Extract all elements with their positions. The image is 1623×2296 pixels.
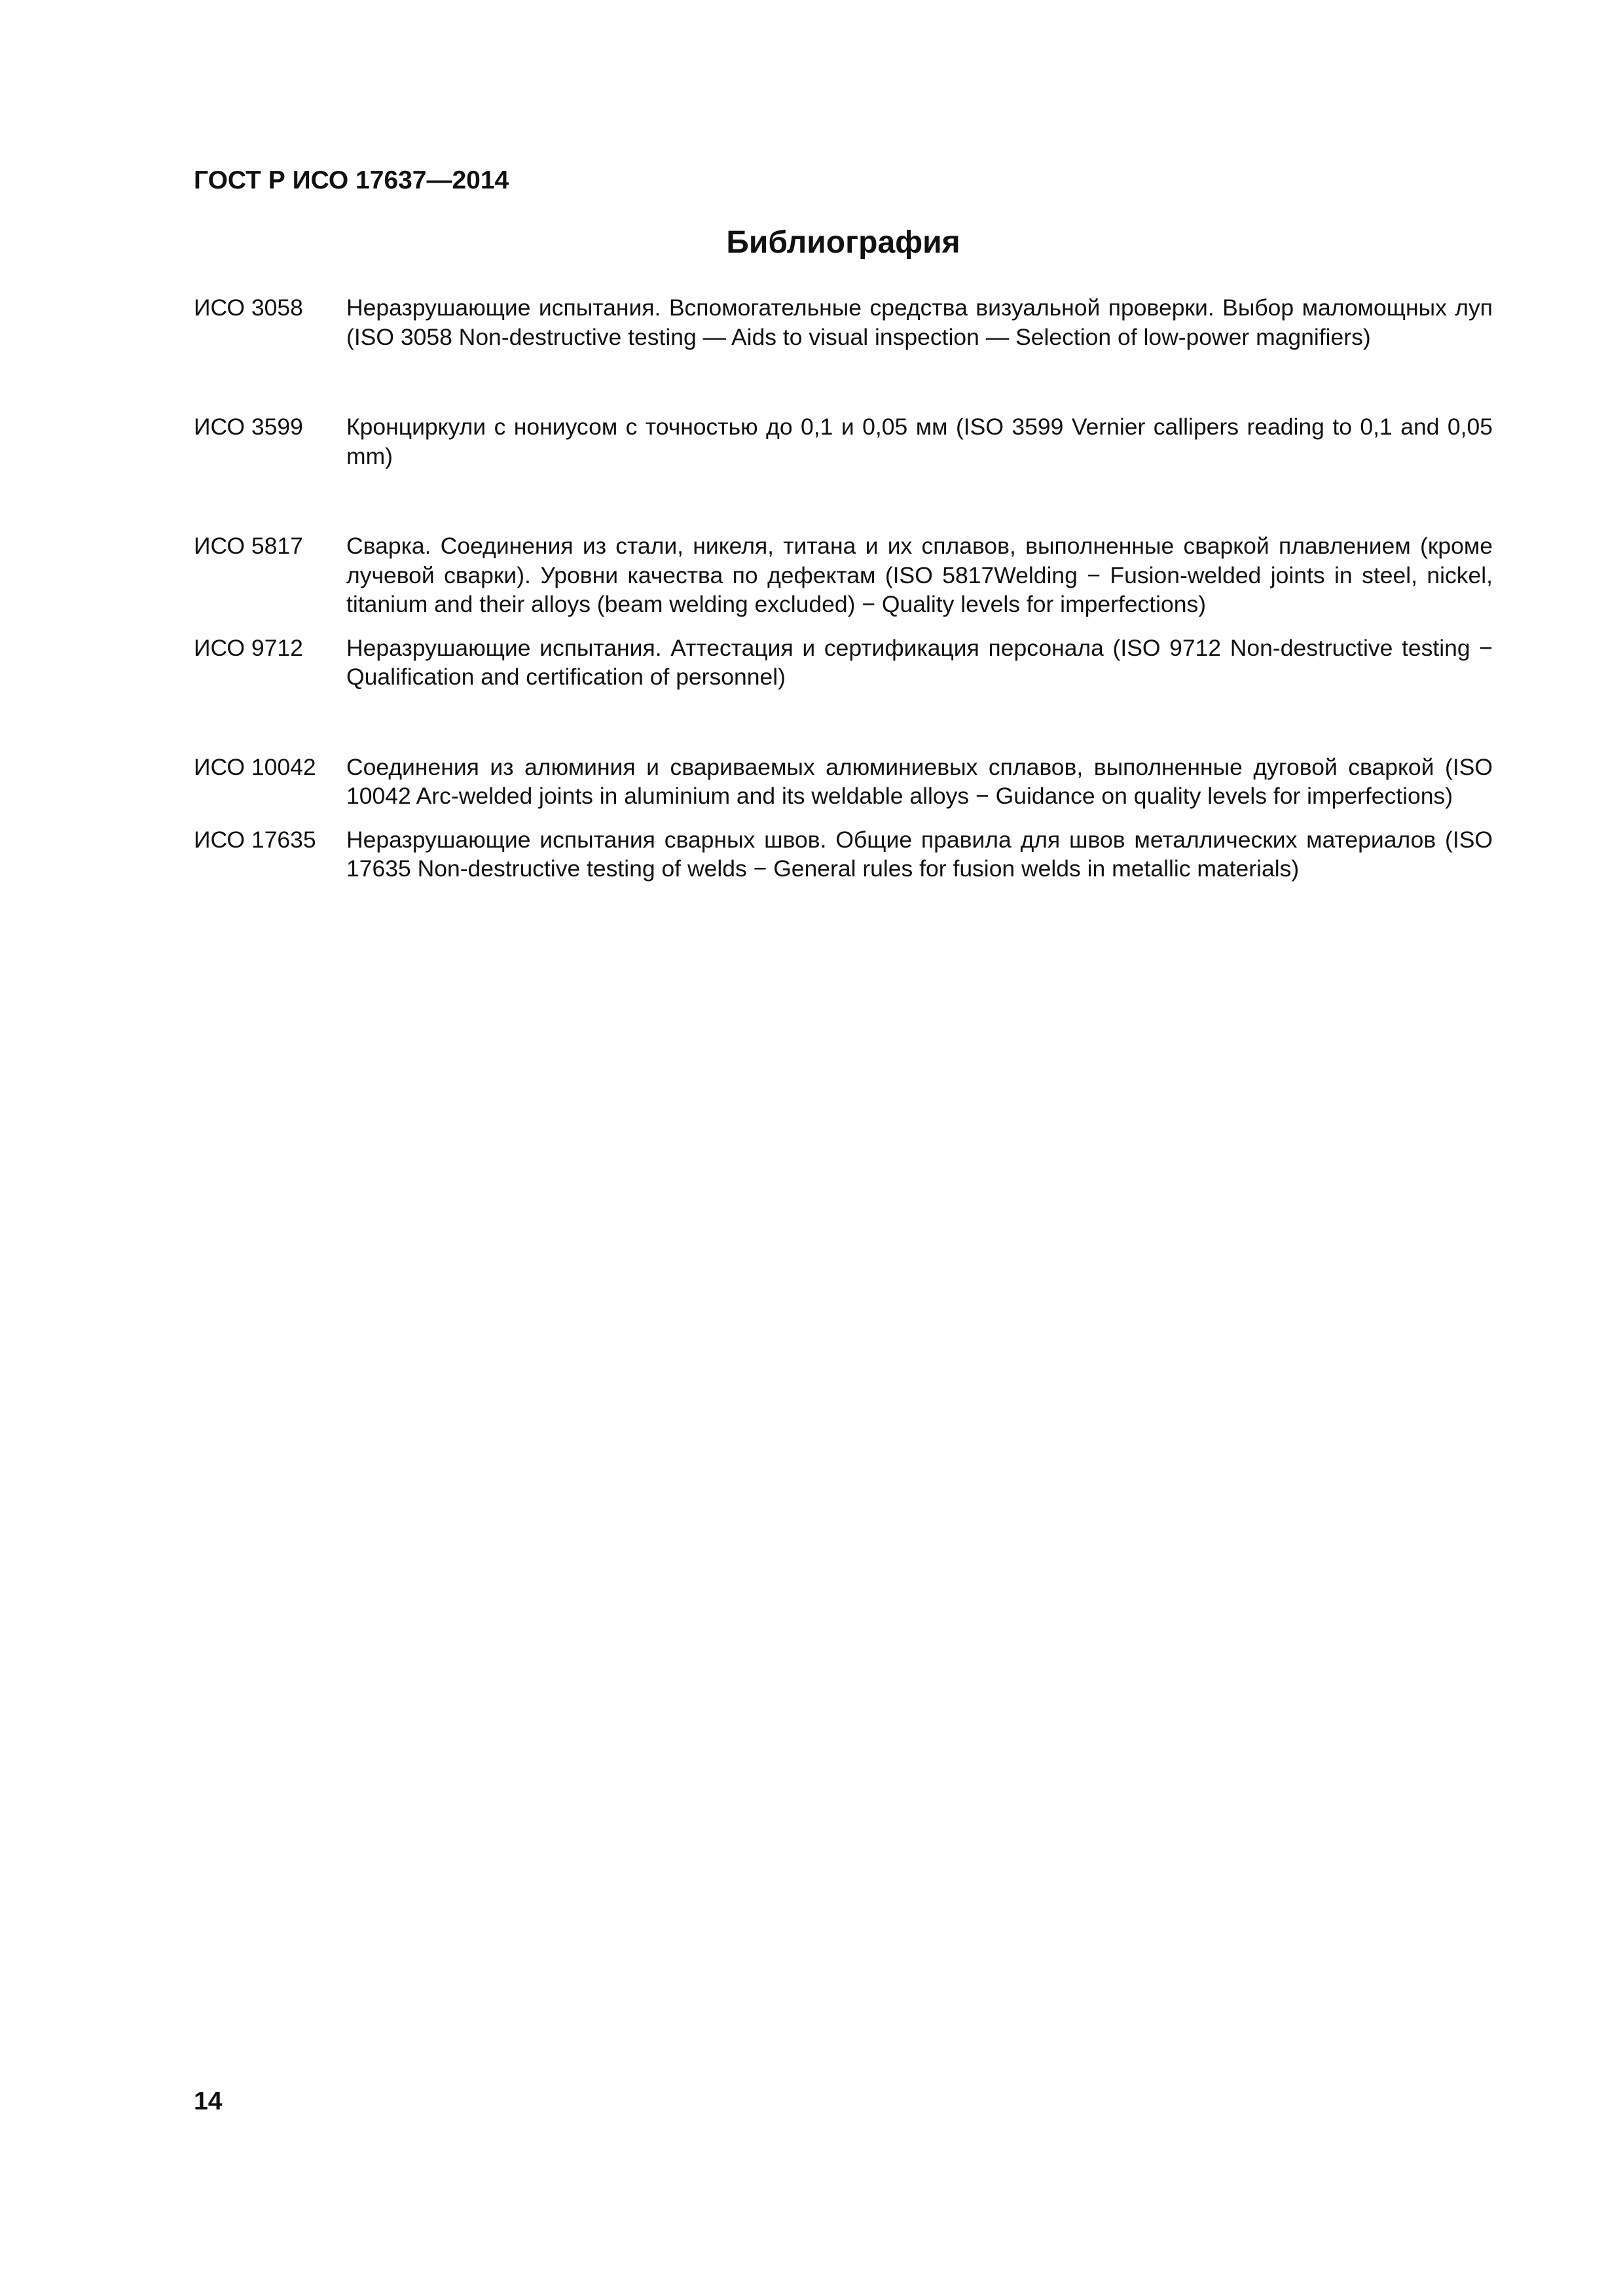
reference-item-iso-9712: [194, 634, 1493, 692]
reference-item-iso-3058: [194, 293, 1493, 351]
reference-code: ИСО 3599: [194, 414, 303, 440]
bibliography-list: [194, 293, 1493, 884]
reference-code: ИСО 17635: [194, 826, 316, 853]
reference-item-iso-3599: [194, 412, 1493, 471]
reference-code: ИСО 9712: [194, 634, 303, 661]
reference-text: Неразрушающие испытания. Вспомогательные средства визуальной проверки. Выбор маломощных луп (ISO 3058 Non-destructive testing — Aids to visual inspection — Selection of low-power magnifiers): [346, 295, 1493, 350]
reference-item-iso-10042: [194, 753, 1493, 811]
reference-text: Неразрушающие испытания сварных швов. Общие правила для швов металлических материалов (ISO 17635 Non-destructive testing of welds − General rules for fusion welds in metallic materials): [346, 826, 1493, 882]
reference-item-iso-17635: [194, 825, 1493, 884]
reference-code: ИСО 3058: [194, 295, 303, 321]
reference-code: ИСО 10042: [194, 753, 316, 780]
reference-text: Соединения из алюминия и свариваемых алюминиевых сплавов, выполненные дуговой сваркой (ISO 10042 Arc-welded joints in aluminium and its weldable alloys − Guidance on quality levels for imperfections): [346, 753, 1493, 809]
bibliography-title: Библиография: [726, 225, 960, 260]
reference-text: Кронциркули с нониусом с точностью до 0,1 и 0,05 мм (ISO 3599 Vernier callipers reading to 0,1 and 0,05 mm): [346, 414, 1493, 469]
reference-code: ИСО 5817: [194, 533, 303, 559]
reference-text: Сварка. Соединения из стали, никеля, титана и их сплавов, выполненные сваркой плавлением (кроме лучевой сварки). Уровни качества по дефектам (ISO 5817Welding − Fusion-welded joints in steel, nickel, titanium and their alloys (beam welding excluded) − Quality levels for imperfections): [346, 533, 1493, 617]
document-code: ГОСТ Р ИСО 17637—2014: [194, 166, 509, 194]
page-number: 14: [194, 2087, 223, 2115]
reference-item-iso-5817: [194, 531, 1493, 619]
reference-text: Неразрушающие испытания. Аттестация и сертификация персонала (ISO 9712 Non-destructive testing − Qualification and certification of personnel): [346, 634, 1493, 690]
